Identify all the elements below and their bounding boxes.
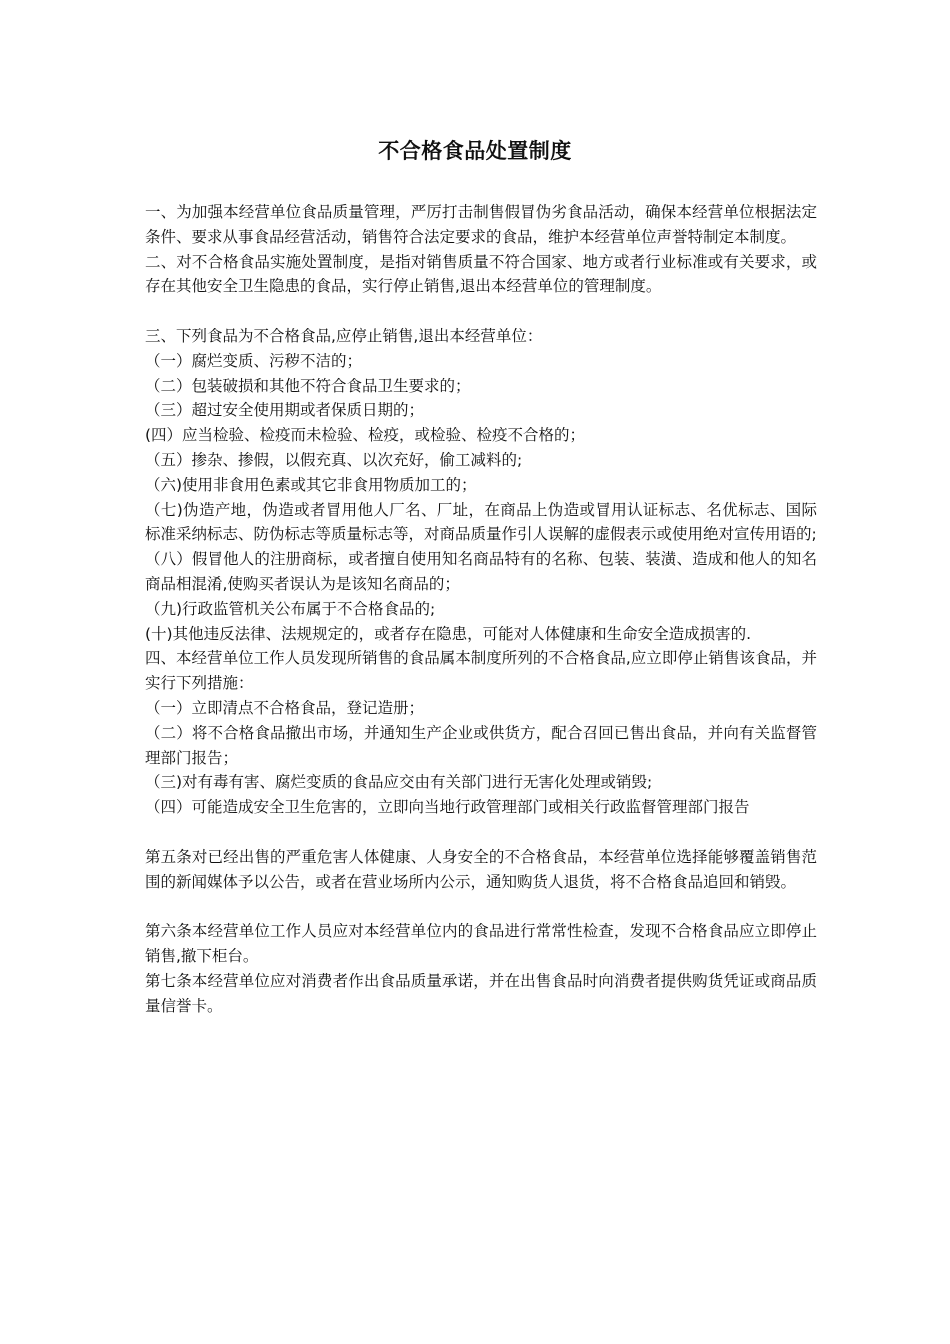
paragraph: 四、本经营单位工作人员发现所销售的食品属本制度所列的不合格食品,应立即停止销售该食品，并实行下列措施： [145, 649, 817, 693]
paragraph: （五）掺杂、掺假，以假充真、以次充好，偷工减料的; [145, 450, 523, 469]
paragraph: （八）假冒他人的注册商标，或者擅自使用知名商品特有的名称、包装、装潢、造成和他人的知名商品相混淆,使购买者误认为是该知名商品的； [145, 550, 817, 593]
paragraph-spacer [145, 894, 817, 919]
paragraph: （九)行政监管机关公布属于不合格食品的; [145, 599, 436, 618]
paragraph: 第五条对已经出售的严重危害人体健康、人身安全的不合格食品，本经营单位选择能够覆盖销售范围的新闻媒体予以公告，或者在营业场所内公示，通知购货人退货，将不合格食品追回和销毁。 [145, 847, 817, 891]
paragraph: （六)使用非食用色素或其它非食用物质加工的； [145, 475, 477, 494]
paragraph: （一）腐烂变质、污秽不洁的； [145, 351, 363, 370]
paragraph: （二）包装破损和其他不符合食品卫生要求的； [145, 376, 471, 395]
paragraph: （七)伪造产地，伪造或者冒用他人厂名、厂址，在商品上伪造或冒用认证标志、名优标志、国际标准采纳标志、防伪标志等质量标志等，对商品质量作引人误解的虚假表示或使用绝对宣传用语的; [145, 500, 817, 544]
paragraph: 三、下列食品为不合格食品,应停止销售,退出本经营单位： [145, 326, 543, 345]
paragraph: （一）立即清点不合格食品，登记造册； [145, 698, 425, 717]
paragraph: （四）可能造成安全卫生危害的，立即向当地行政管理部门或相关行政监督管理部门报告 [145, 798, 750, 817]
paragraph: (四）应当检验、检疫而未检验、检疫，或检验、检疫不合格的； [145, 426, 586, 445]
document-body [145, 200, 817, 1018]
document-title: 不合格食品处置制度 [378, 139, 572, 163]
paragraph: 第六条本经营单位工作人员应对本经营单位内的食品进行常常性检查，发现不合格食品应立即停止销售,撤下柜台。 [145, 922, 817, 965]
paragraph: 一、为加强本经营单位食品质量管理，严厉打击制售假冒伪劣食品活动，确保本经营单位根据法定条件、要求从事食品经营活动，销售符合法定要求的食品，维护本经营单位声誉特制定本制度。 [145, 203, 817, 246]
paragraph: （二）将不合格食品撤出市场，并通知生产企业或供货方，配合召回已售出食品，并向有关监督管理部门报告； [145, 723, 817, 767]
paragraph: （三）超过安全使用期或者保质日期的； [145, 401, 425, 420]
paragraph: 第七条本经营单位应对消费者作出食品质量承诺，并在出售食品时向消费者提供购货凭证或商品质量信誉卡。 [145, 971, 817, 1015]
paragraph: （三)对有毒有害、腐烂变质的食品应交由有关部门进行无害化处理或销毁; [145, 773, 653, 792]
paragraph-spacer [145, 299, 817, 324]
paragraph: (十)其他违反法律、法规规定的，或者存在隐患，可能对人体健康和生命安全造成损害的. [145, 624, 752, 643]
paragraph-spacer [145, 820, 817, 845]
paragraph: 二、对不合格食品实施处置制度，是指对销售质量不符合国家、地方或者行业标准或有关要求，或存在其他安全卫生隐患的食品，实行停止销售,退出本经营单位的管理制度。 [145, 252, 817, 296]
